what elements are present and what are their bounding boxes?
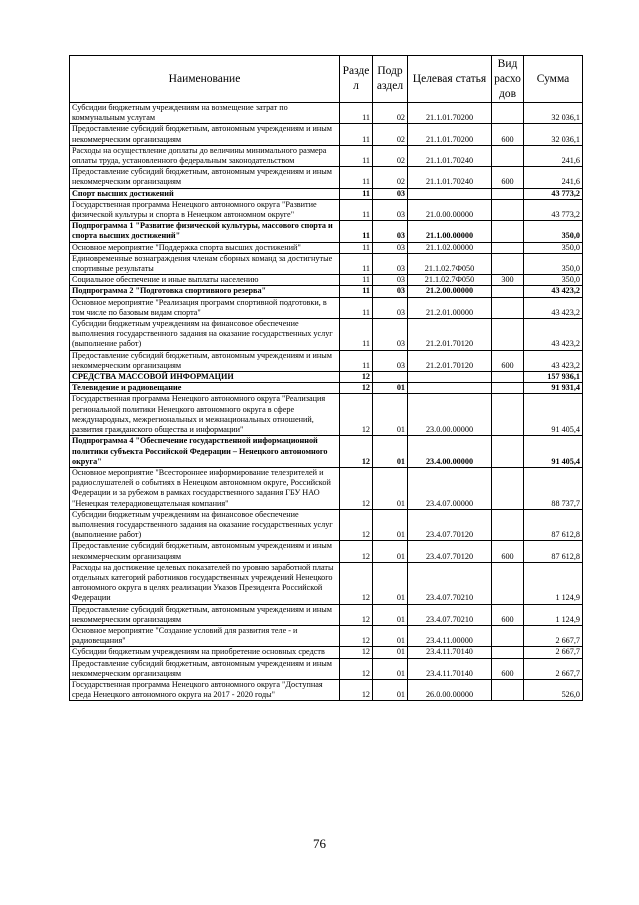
cell-v: 300: [492, 275, 524, 286]
cell-name: Субсидии бюджетным учреждениям на финансовое обеспечение выполнения государственного задания на оказание государственных услуг (выполнение работ): [70, 319, 340, 351]
cell-s: 2 667,7: [524, 647, 583, 658]
table-row: [70, 103, 583, 124]
cell-r: 12: [340, 467, 373, 509]
cell-v: [492, 436, 524, 468]
table-row: [70, 679, 583, 700]
header-razdel: Разде л: [340, 56, 373, 103]
cell-a: 23.4.11.70140: [408, 647, 492, 658]
cell-a: 21.1.01.70240: [408, 145, 492, 166]
cell-s: 88 737,7: [524, 467, 583, 509]
cell-s: 2 667,7: [524, 625, 583, 646]
cell-a: 21.1.02.7Ф050: [408, 253, 492, 274]
cell-r: 12: [340, 647, 373, 658]
cell-p: 02: [373, 167, 408, 188]
cell-v: [492, 509, 524, 541]
cell-s: 157 936,1: [524, 372, 583, 383]
cell-s: 1 124,9: [524, 604, 583, 625]
cell-a: 21.0.00.00000: [408, 199, 492, 220]
cell-s: 350,0: [524, 275, 583, 286]
table-row: [70, 275, 583, 286]
cell-p: 01: [373, 679, 408, 700]
table-row: [70, 604, 583, 625]
cell-r: 12: [340, 436, 373, 468]
cell-a: [408, 383, 492, 394]
cell-v: [492, 647, 524, 658]
cell-p: 02: [373, 124, 408, 145]
table-row: [70, 647, 583, 658]
cell-s: 32 036,1: [524, 124, 583, 145]
table-row: [70, 167, 583, 188]
cell-v: [492, 188, 524, 199]
cell-a: [408, 372, 492, 383]
header-vid: Вид расхо дов: [492, 56, 524, 103]
cell-s: 526,0: [524, 679, 583, 700]
table-row: [70, 658, 583, 679]
cell-p: 03: [373, 188, 408, 199]
cell-s: 350,0: [524, 242, 583, 253]
cell-a: 23.4.07.70120: [408, 541, 492, 562]
table-body: [70, 103, 583, 701]
cell-p: 03: [373, 350, 408, 371]
table-row: [70, 242, 583, 253]
cell-s: 87 612,8: [524, 509, 583, 541]
cell-r: 12: [340, 372, 373, 383]
cell-name: Основное мероприятие "Создание условий для развития теле - и радиовещания": [70, 625, 340, 646]
cell-p: 01: [373, 625, 408, 646]
cell-s: 43 423,2: [524, 297, 583, 318]
table-header: [70, 56, 583, 103]
cell-a: 21.2.01.70120: [408, 350, 492, 371]
cell-v: [492, 253, 524, 274]
budget-table: [69, 55, 583, 701]
cell-r: 11: [340, 275, 373, 286]
cell-a: 21.1.01.70200: [408, 103, 492, 124]
cell-r: 12: [340, 562, 373, 604]
cell-name: Основное мероприятие "Всестороннее информирование телезрителей и радиослушателей о событиях в Ненецком автономном округе, Российской Федерации и за рубежом в рамках государственного задания ГБУ НАО "Ненецкая телерадиовещательная компания": [70, 467, 340, 509]
cell-r: 12: [340, 509, 373, 541]
cell-r: 12: [340, 679, 373, 700]
cell-r: 11: [340, 297, 373, 318]
cell-name: Основное мероприятие "Реализация программ спортивной подготовки, в том числе по базовым видам спорта": [70, 297, 340, 318]
cell-r: 12: [340, 541, 373, 562]
cell-p: 01: [373, 383, 408, 394]
cell-a: 21.2.00.00000: [408, 286, 492, 297]
cell-s: 91 405,4: [524, 436, 583, 468]
cell-v: [492, 383, 524, 394]
cell-s: 241,6: [524, 167, 583, 188]
cell-p: 01: [373, 604, 408, 625]
cell-v: 600: [492, 350, 524, 371]
table-row: [70, 394, 583, 436]
cell-name: Спорт высших достижений: [70, 188, 340, 199]
table-row: [70, 286, 583, 297]
cell-p: 01: [373, 394, 408, 436]
cell-p: 03: [373, 221, 408, 242]
cell-p: [373, 372, 408, 383]
cell-a: 21.1.01.70240: [408, 167, 492, 188]
cell-name: Субсидии бюджетным учреждениям на финансовое обеспечение выполнения государственного задания на оказание государственных услуг (выполнение работ): [70, 509, 340, 541]
cell-name: Расходы на осуществление доплаты до величины минимального размера оплаты труда, установленного федеральным законодательством: [70, 145, 340, 166]
cell-v: [492, 625, 524, 646]
cell-name: Государственная программа Ненецкого автономного округа "Реализация региональной политики Ненецкого автономного округа в сфере международных, межрегиональных и межнациональных отношений, развития гражданского общества и информации": [70, 394, 340, 436]
cell-s: 2 667,7: [524, 658, 583, 679]
cell-s: 32 036,1: [524, 103, 583, 124]
table-row: [70, 297, 583, 318]
cell-v: 600: [492, 124, 524, 145]
cell-p: 03: [373, 242, 408, 253]
table-row: [70, 145, 583, 166]
cell-a: 23.4.07.70210: [408, 562, 492, 604]
cell-name: Предоставление субсидий бюджетным, автономным учреждениям и иным некоммерческим организациям: [70, 124, 340, 145]
header-article: Целевая статья: [408, 56, 492, 103]
cell-v: 600: [492, 167, 524, 188]
table-row: [70, 188, 583, 199]
table-row: [70, 350, 583, 371]
table-row: [70, 562, 583, 604]
cell-v: [492, 394, 524, 436]
cell-v: [492, 221, 524, 242]
cell-p: 03: [373, 286, 408, 297]
cell-p: 01: [373, 541, 408, 562]
cell-s: 1 124,9: [524, 562, 583, 604]
cell-p: 01: [373, 658, 408, 679]
cell-r: 12: [340, 394, 373, 436]
cell-p: 01: [373, 467, 408, 509]
cell-v: 600: [492, 604, 524, 625]
cell-p: 01: [373, 647, 408, 658]
cell-v: 600: [492, 658, 524, 679]
cell-a: 21.1.02.7Ф050: [408, 275, 492, 286]
cell-r: 12: [340, 625, 373, 646]
cell-r: 11: [340, 319, 373, 351]
table-row: [70, 436, 583, 468]
table-row: [70, 199, 583, 220]
cell-v: [492, 286, 524, 297]
cell-s: 43 423,2: [524, 319, 583, 351]
page-number: 76: [313, 836, 326, 851]
cell-v: [492, 467, 524, 509]
cell-v: 600: [492, 541, 524, 562]
cell-r: 11: [340, 221, 373, 242]
cell-a: 23.4.07.70210: [408, 604, 492, 625]
cell-p: 03: [373, 297, 408, 318]
cell-s: 43 423,2: [524, 350, 583, 371]
cell-p: 01: [373, 436, 408, 468]
cell-r: 12: [340, 383, 373, 394]
header-sum: Сумма: [524, 56, 583, 103]
cell-p: 01: [373, 562, 408, 604]
cell-a: 21.1.02.00000: [408, 242, 492, 253]
cell-r: 12: [340, 604, 373, 625]
cell-name: Единовременные вознаграждения членам сборных команд за достигнутые спортивные результаты: [70, 253, 340, 274]
table-row: [70, 509, 583, 541]
cell-v: [492, 562, 524, 604]
cell-a: 21.2.01.00000: [408, 297, 492, 318]
cell-r: 11: [340, 145, 373, 166]
cell-p: 03: [373, 275, 408, 286]
cell-a: 21.1.00.00000: [408, 221, 492, 242]
cell-name: СРЕДСТВА МАССОВОЙ ИНФОРМАЦИИ: [70, 372, 340, 383]
table-row: [70, 467, 583, 509]
cell-name: Предоставление субсидий бюджетным, автономным учреждениям и иным некоммерческим организациям: [70, 167, 340, 188]
cell-v: [492, 372, 524, 383]
cell-s: 241,6: [524, 145, 583, 166]
cell-name: Государственная программа Ненецкого автономного округа "Развитие физической культуры и спорта в Ненецком автономном округе": [70, 199, 340, 220]
cell-r: 12: [340, 658, 373, 679]
cell-a: [408, 188, 492, 199]
cell-s: 43 773,2: [524, 188, 583, 199]
cell-s: 91 405,4: [524, 394, 583, 436]
cell-s: 43 773,2: [524, 199, 583, 220]
cell-r: 11: [340, 286, 373, 297]
cell-name: Субсидии бюджетным учреждениям на приобретение основных средств: [70, 647, 340, 658]
cell-a: 23.4.07.70120: [408, 509, 492, 541]
cell-v: [492, 145, 524, 166]
cell-p: 03: [373, 199, 408, 220]
cell-v: [492, 319, 524, 351]
cell-name: Государственная программа Ненецкого автономного округа "Доступная среда Ненецкого автономного округа на 2017 - 2020 годы": [70, 679, 340, 700]
cell-r: 11: [340, 124, 373, 145]
cell-p: 01: [373, 509, 408, 541]
table-row: [70, 383, 583, 394]
table-row: [70, 541, 583, 562]
cell-s: 91 931,4: [524, 383, 583, 394]
cell-name: Субсидии бюджетным учреждениям на возмещение затрат по коммунальным услугам: [70, 103, 340, 124]
cell-p: 03: [373, 319, 408, 351]
cell-s: 350,0: [524, 253, 583, 274]
cell-v: [492, 103, 524, 124]
cell-name: Предоставление субсидий бюджетным, автономным учреждениям и иным некоммерческим организациям: [70, 658, 340, 679]
cell-a: 26.0.00.00000: [408, 679, 492, 700]
table-row: [70, 625, 583, 646]
cell-p: 03: [373, 253, 408, 274]
cell-name: Подпрограмма 1 "Развитие физической культуры, массового спорта и спорта высших достижений": [70, 221, 340, 242]
table-row: [70, 124, 583, 145]
cell-name: Подпрограмма 2 "Подготовка спортивного резерва": [70, 286, 340, 297]
cell-s: 87 612,8: [524, 541, 583, 562]
cell-a: 23.4.00.00000: [408, 436, 492, 468]
cell-r: 11: [340, 199, 373, 220]
cell-r: 11: [340, 188, 373, 199]
table-row: [70, 253, 583, 274]
cell-r: 11: [340, 242, 373, 253]
cell-p: 02: [373, 103, 408, 124]
table-row: [70, 221, 583, 242]
cell-name: Основное мероприятие "Поддержка спорта высших достижений": [70, 242, 340, 253]
cell-v: [492, 297, 524, 318]
cell-v: [492, 199, 524, 220]
cell-a: 23.4.07.00000: [408, 467, 492, 509]
table-row: [70, 319, 583, 351]
cell-name: Социальное обеспечение и иные выплаты населению: [70, 275, 340, 286]
cell-name: Предоставление субсидий бюджетным, автономным учреждениям и иным некоммерческим организациям: [70, 350, 340, 371]
cell-r: 11: [340, 350, 373, 371]
cell-r: 11: [340, 103, 373, 124]
cell-a: 23.0.00.00000: [408, 394, 492, 436]
cell-name: Расходы на достижение целевых показателей по уровню заработной платы отдельных категорий работников государственных учреждений Ненецкого автономного округа в целях реализации Указов Президента Российской Федерации: [70, 562, 340, 604]
cell-a: 23.4.11.70140: [408, 658, 492, 679]
cell-p: 02: [373, 145, 408, 166]
cell-a: 23.4.11.00000: [408, 625, 492, 646]
cell-s: 43 423,2: [524, 286, 583, 297]
cell-v: [492, 242, 524, 253]
cell-a: 21.1.01.70200: [408, 124, 492, 145]
cell-r: 11: [340, 167, 373, 188]
cell-v: [492, 679, 524, 700]
table-row: [70, 372, 583, 383]
header-podrazdel: Подр аздел: [373, 56, 408, 103]
cell-name: Телевидение и радиовещание: [70, 383, 340, 394]
cell-name: Предоставление субсидий бюджетным, автономным учреждениям и иным некоммерческим организациям: [70, 604, 340, 625]
cell-a: 21.2.01.70120: [408, 319, 492, 351]
cell-r: 11: [340, 253, 373, 274]
cell-name: Предоставление субсидий бюджетным, автономным учреждениям и иным некоммерческим организациям: [70, 541, 340, 562]
header-name: Наименование: [70, 56, 340, 103]
cell-name: Подпрограмма 4 "Обеспечение государственной информационной политики субъекта Российской Федерации – Ненецкого автономного округа": [70, 436, 340, 468]
cell-s: 350,0: [524, 221, 583, 242]
